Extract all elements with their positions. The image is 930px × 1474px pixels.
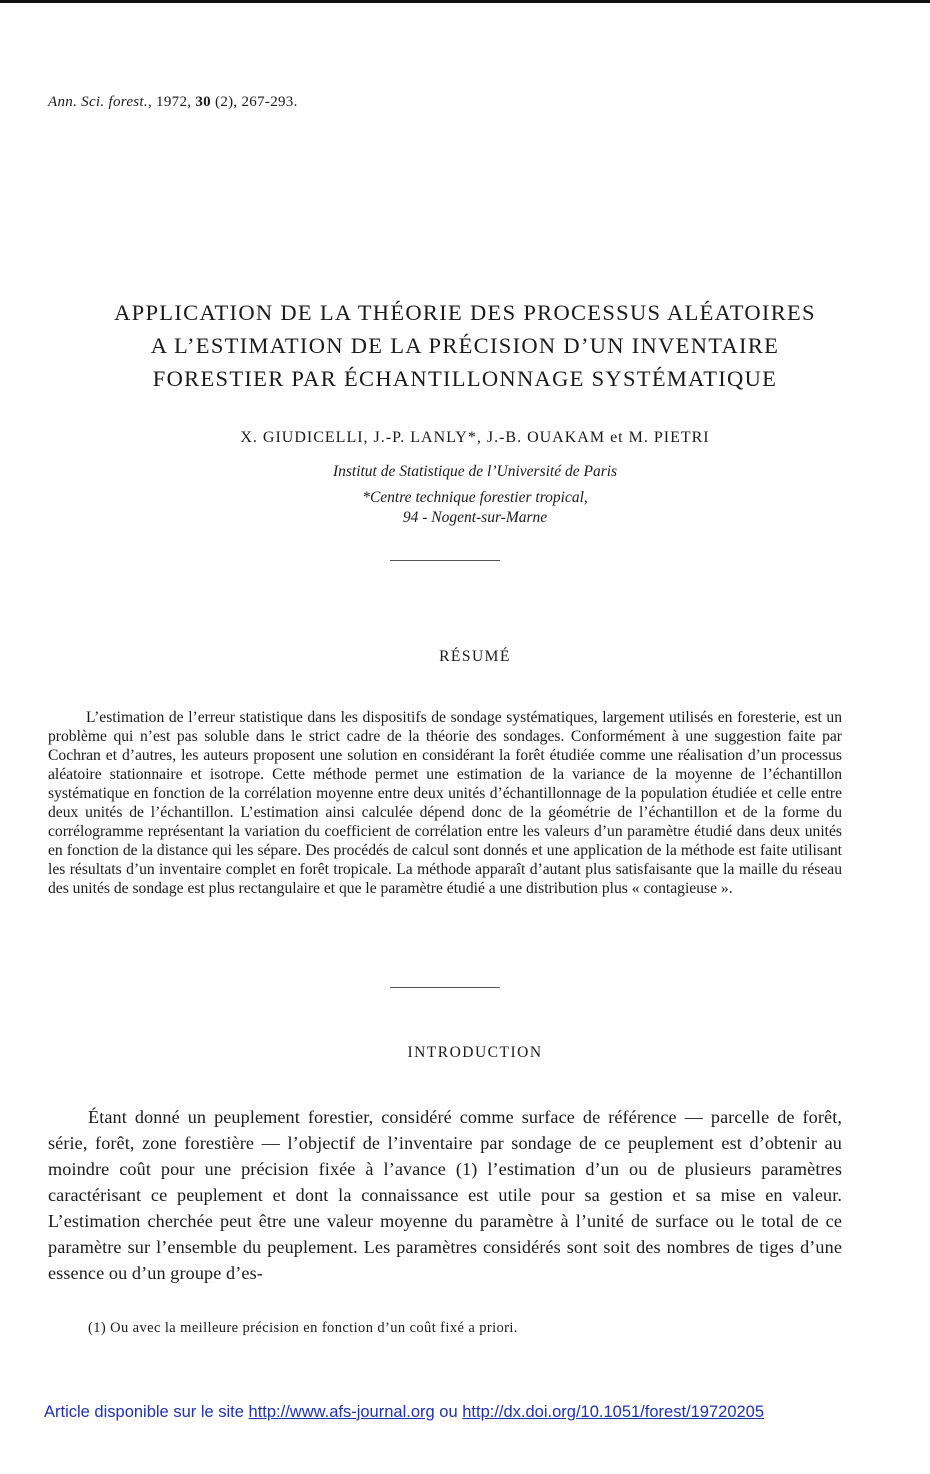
citation-volume: 30 — [195, 94, 211, 110]
resume-paragraph: L’estimation de l’erreur statistique dans les dispositifs de sondage systématiques, largement utilisés en foresterie, est un problème qui n’est pas soluble dans le strict cadre de la théorie des sondages. Conformément à une suggestion faite par Cochran et d’autres, les auteurs proposent une solution en considérant la forêt étudiée comme une réalisation d’un processus aléatoire stationnaire et isotrope. Cette méthode permet une estimation de la variance de la moyenne de l’échantillon systématique en fonction de la corrélation moyenne entre deux unités d’échantillonnage de la population étudiée et celle entre deux unités de l’échantillon. L’estimation ainsi calculée dépend donc de la géométrie de l’échantillon et de la forme du corrélogramme représentant la variation du coefficient de corrélation entre les valeurs d’un paramètre étudié dans deux unités en fonction de la distance qui les sépare. Des procédés de calcul sont donnés et une application de la méthode est faite utilisant les résultats d’un inventaire complet en forêt tropicale. La méthode apparaît d’autant plus satisfaisante que la maille du réseau des unités de sondage est plus rectangulaire et que le paramètre étudié a une distribution plus « contagieuse ». — [48, 709, 842, 897]
affiliation-line-3: 94 - Nogent-sur-Marne — [402, 509, 548, 526]
footnote — [88, 1320, 518, 1337]
introduction-paragraph: Étant donné un peuplement forestier, considéré comme surface de référence — parcelle de forêt, série, forêt, zone forestière — l’objectif de l’inventaire par sondage de ce peuplement est d’obtenir au moindre coût pour une précision fixée à l’avance (1) l’estimation d’un ou de plusieurs paramètres caractérisant ce peuplement et dont la connaissance est utile pour sa gestion et sa mise en valeur. L’estimation cherchée peut être une valeur moyenne du paramètre à l’unité de surface ou le total de ce paramètre sur l’ensemble du peuplement. Les paramètres considérés sont soit des nombres de tiges d’une essence ou d’un groupe d’es- — [48, 1107, 842, 1283]
resume-heading: RÉSUMÉ — [439, 648, 511, 665]
title-line-3: FORESTIER PAR ÉCHANTILLONNAGE SYSTÉMATIQUE — [152, 366, 778, 391]
availability-notice — [44, 1403, 764, 1422]
footnote-marker: (1) — [88, 1320, 107, 1336]
article-title — [40, 296, 890, 395]
doi-link[interactable]: http://dx.doi.org/10.1051/forest/19720205 — [462, 1403, 765, 1421]
separator-rule-1 — [390, 560, 500, 561]
journal-site-link[interactable]: http://www.afs-journal.org — [248, 1403, 435, 1421]
top-border-rule — [0, 0, 930, 3]
journal-citation — [48, 94, 298, 111]
affiliation-line-1: Institut de Statistique de l’Université de Paris — [332, 463, 618, 480]
title-line-1: APPLICATION DE LA THÉORIE DES PROCESSUS ALÉATOIRES — [114, 300, 816, 325]
journal-name: Ann. Sci. forest. — [48, 94, 148, 110]
introduction-heading: INTRODUCTION — [407, 1044, 543, 1061]
footnote-text: Ou avec la meilleure précision en fonction d’un coût fixé a priori. — [110, 1320, 518, 1336]
separator-rule-2 — [390, 987, 500, 988]
affiliation-line-2: *Centre technique forestier tropical, — [362, 489, 588, 506]
citation-issue-pages: (2), 267-293. — [210, 94, 298, 110]
availability-middle: ou — [434, 1403, 463, 1421]
title-line-2: A L’ESTIMATION DE LA PRÉCISION D’UN INVENTAIRE — [150, 333, 780, 358]
author-list: X. GIUDICELLI, J.-P. LANLY*, J.-B. OUAKAM et M. PIETRI — [240, 429, 710, 446]
availability-prefix: Article disponible sur le site — [44, 1403, 249, 1421]
citation-year: , 1972, — [147, 94, 196, 110]
